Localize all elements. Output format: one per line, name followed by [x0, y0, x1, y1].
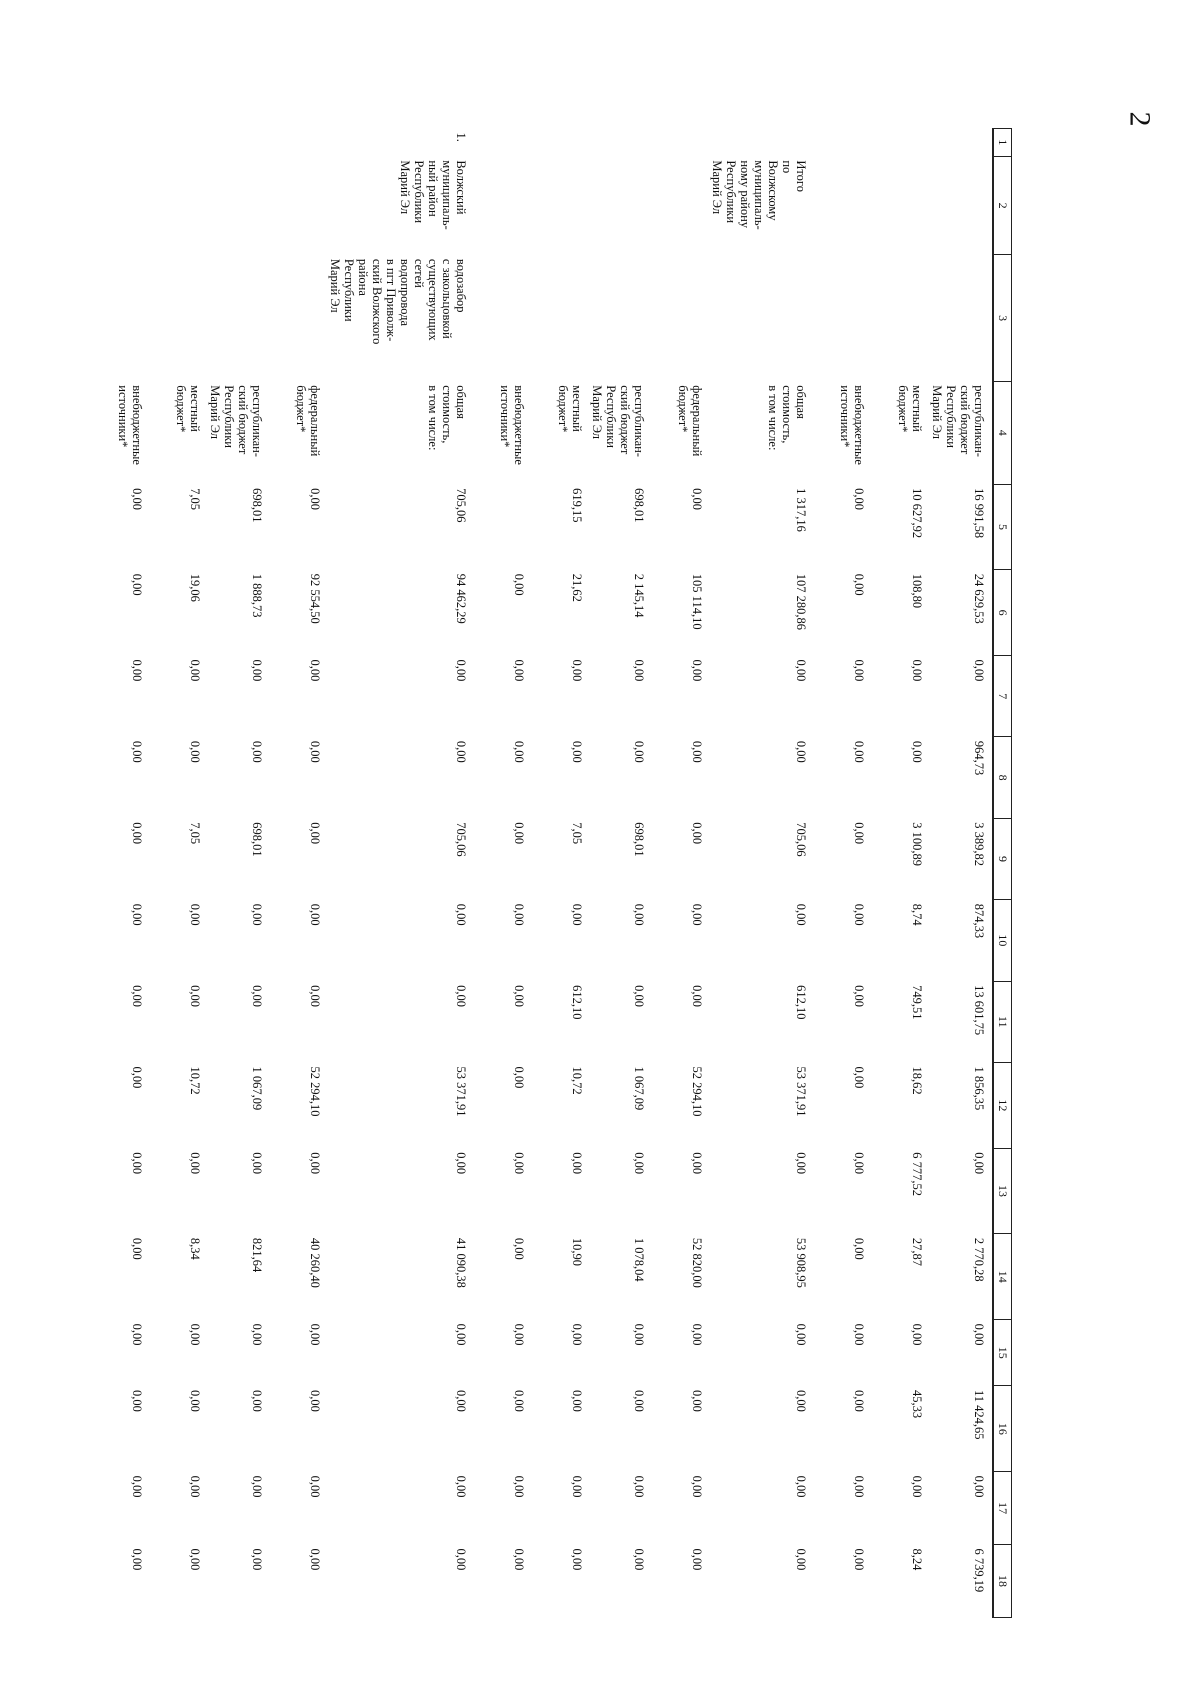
table-row — [710, 129, 814, 1618]
cell-value: 0,00 — [632, 1548, 646, 1571]
cell-value: 108,80 — [910, 573, 924, 609]
cell-value: 698,01 — [250, 488, 264, 523]
table-body — [92, 129, 993, 1618]
column-header: 1 — [993, 129, 1012, 157]
cell-c1 — [652, 129, 710, 157]
cell-c2 — [652, 156, 710, 255]
cell-value: 0,00 — [250, 1389, 264, 1412]
cell-c4: общая стоимость, в том числе: — [426, 385, 468, 451]
cell-value: 0,00 — [188, 1548, 202, 1571]
cell-value: 612,10 — [570, 985, 584, 1020]
cell-value: 0,00 — [852, 740, 866, 763]
cell-c3 — [208, 255, 270, 381]
cell-value: 0,00 — [794, 659, 808, 682]
cell-value: 52 294,10 — [690, 1066, 704, 1117]
cell-c1 — [814, 129, 872, 157]
cell-value: 94 462,29 — [454, 573, 468, 624]
cell-value: 0,00 — [632, 1323, 646, 1346]
cell-c4: внебюджетные источники* — [838, 385, 866, 465]
column-header: 18 — [993, 1545, 1012, 1618]
cell-value: 0,00 — [454, 1389, 468, 1412]
cell-value: 11 424,65 — [972, 1389, 986, 1440]
cell-value: 7,05 — [188, 822, 202, 845]
cell-value: 0,00 — [250, 1475, 264, 1498]
cell-c1 — [930, 129, 993, 157]
cell-value: 1 856,35 — [972, 1066, 986, 1111]
cell-value: 0,00 — [852, 1323, 866, 1346]
cell-c1 — [590, 129, 652, 157]
cell-value: 53 371,91 — [794, 1066, 808, 1117]
cell-value: 7,05 — [570, 822, 584, 845]
cell-value: 0,00 — [308, 1152, 322, 1175]
cell-value: 0,00 — [690, 740, 704, 763]
cell-value: 0,00 — [130, 1237, 144, 1260]
cell-value: 0,00 — [512, 1152, 526, 1175]
cell-value: 2 770,28 — [972, 1237, 986, 1282]
cell-c3 — [590, 255, 652, 381]
cell-c2 — [532, 156, 590, 255]
cell-value: 0,00 — [454, 903, 468, 926]
cell-value: 0,00 — [130, 659, 144, 682]
cell-value: 6 777,52 — [910, 1152, 924, 1196]
cell-value: 0,00 — [130, 1066, 144, 1089]
cell-value: 0,00 — [632, 740, 646, 763]
cell-value: 19,06 — [188, 573, 202, 602]
cell-value: 698,01 — [632, 822, 646, 857]
cell-value: 0,00 — [852, 822, 866, 845]
cell-value: 1 078,04 — [632, 1237, 646, 1282]
cell-value: 7,05 — [188, 488, 202, 510]
cell-value: 0,00 — [130, 740, 144, 763]
column-header: 12 — [993, 1063, 1012, 1149]
table-row — [270, 129, 328, 1618]
cell-value: 0,00 — [910, 1323, 924, 1346]
cell-value: 0,00 — [632, 1475, 646, 1498]
cell-c1 — [92, 129, 150, 157]
cell-value: 0,00 — [308, 1475, 322, 1498]
cell-value: 92 554,50 — [308, 573, 322, 624]
cell-c2 — [590, 156, 652, 255]
cell-c2 — [930, 156, 993, 255]
cell-value: 0,00 — [852, 488, 866, 510]
cell-value: 0,00 — [570, 740, 584, 763]
cell-value: 0,00 — [130, 1548, 144, 1571]
cell-value: 52 294,10 — [308, 1066, 322, 1117]
cell-value: 0,00 — [690, 659, 704, 682]
cell-value: 105 114,10 — [690, 573, 704, 630]
table-row — [652, 129, 710, 1618]
cell-value: 107 280,86 — [794, 573, 808, 631]
cell-value: 0,00 — [852, 1389, 866, 1412]
table-row — [328, 129, 474, 1618]
cell-c2: Волжский муниципаль- ный район Республики Марий Эл — [398, 160, 468, 230]
cell-value: 698,01 — [250, 822, 264, 857]
column-header: 14 — [993, 1234, 1012, 1320]
cell-c3: водозабор с закольцовкой существующих сетей водопровода в пгт Приволж- ский Волжского района Республики Марий Эл — [328, 258, 468, 345]
cell-value: 0,00 — [690, 985, 704, 1007]
cell-value: 0,00 — [852, 1475, 866, 1498]
cell-value: 40 260,40 — [308, 1237, 322, 1288]
cell-value: 0,00 — [794, 903, 808, 926]
cell-c4: местный бюджет* — [896, 385, 924, 433]
cell-c3 — [150, 255, 208, 381]
cell-c3 — [930, 255, 993, 381]
cell-c4: внебюджетные источники* — [498, 385, 526, 465]
cell-value: 0,00 — [188, 740, 202, 763]
cell-c2 — [474, 156, 532, 255]
header-row — [993, 129, 1012, 1618]
cell-value: 0,00 — [308, 740, 322, 763]
cell-value: 0,00 — [690, 1323, 704, 1346]
cell-c1 — [532, 129, 590, 157]
cell-value: 749,51 — [910, 985, 924, 1020]
cell-value: 13 601,75 — [972, 985, 986, 1036]
cell-value: 0,00 — [972, 1152, 986, 1175]
column-header: 10 — [993, 900, 1012, 981]
cell-value: 0,00 — [794, 1475, 808, 1498]
cell-value: 10,90 — [570, 1237, 584, 1267]
cell-value: 0,00 — [690, 1548, 704, 1571]
cell-value: 0,00 — [308, 1548, 322, 1571]
cell-value: 0,00 — [690, 903, 704, 926]
cell-value: 0,00 — [308, 985, 322, 1007]
cell-c2 — [814, 156, 872, 255]
cell-value: 0,00 — [972, 1475, 986, 1498]
cell-value: 1 317,16 — [794, 488, 808, 532]
column-header: 16 — [993, 1386, 1012, 1472]
cell-value: 0,00 — [512, 903, 526, 926]
cell-value: 0,00 — [250, 1323, 264, 1346]
cell-value: 0,00 — [852, 985, 866, 1007]
cell-value: 0,00 — [188, 903, 202, 926]
cell-value: 0,00 — [570, 903, 584, 926]
cell-value: 0,00 — [130, 1152, 144, 1175]
column-header: 11 — [993, 981, 1012, 1062]
cell-value: 0,00 — [570, 659, 584, 682]
cell-value: 0,00 — [188, 1323, 202, 1346]
cell-value: 0,00 — [690, 822, 704, 845]
cell-value: 0,00 — [852, 1548, 866, 1571]
cell-value: 0,00 — [250, 659, 264, 682]
column-header: 6 — [993, 570, 1012, 656]
cell-value: 0,00 — [512, 1237, 526, 1260]
cell-value: 52 820,00 — [690, 1237, 704, 1288]
cell-value: 0,00 — [188, 1389, 202, 1412]
column-header: 15 — [993, 1320, 1012, 1386]
cell-value: 10 627,92 — [910, 488, 924, 539]
cell-value: 0,00 — [632, 1152, 646, 1175]
cell-value: 964,73 — [972, 740, 986, 776]
cell-c4: республикан- ский бюджет Республики Марий Эл — [930, 385, 986, 457]
cell-c1: 1. — [454, 132, 468, 142]
table-row — [474, 129, 532, 1618]
cell-value: 8,74 — [910, 903, 924, 926]
cell-c3 — [474, 255, 532, 381]
cell-value: 0,00 — [308, 1323, 322, 1346]
cell-value: 0,00 — [910, 1475, 924, 1498]
cell-c2 — [150, 156, 208, 255]
cell-value: 0,00 — [130, 822, 144, 845]
table-row — [92, 129, 150, 1618]
table-row — [930, 129, 993, 1618]
cell-value: 0,00 — [130, 488, 144, 510]
cell-value: 0,00 — [188, 1152, 202, 1175]
cell-value: 705,06 — [454, 488, 468, 523]
cell-value: 0,00 — [512, 1389, 526, 1412]
cell-value: 0,00 — [852, 1237, 866, 1260]
cell-c2 — [208, 156, 270, 255]
cell-value: 0,00 — [570, 1389, 584, 1412]
cell-value: 0,00 — [512, 659, 526, 682]
cell-value: 0,00 — [512, 1323, 526, 1346]
cell-value: 27,87 — [910, 1237, 924, 1267]
cell-value: 0,00 — [690, 1389, 704, 1412]
cell-c4: федеральный бюджет* — [676, 385, 704, 457]
cell-value: 18,62 — [910, 1066, 924, 1095]
cell-value: 0,00 — [308, 822, 322, 845]
table-row — [814, 129, 872, 1618]
cell-value: 821,64 — [250, 1237, 264, 1273]
cell-value: 41 090,38 — [454, 1237, 468, 1288]
cell-value: 10,72 — [570, 1066, 584, 1095]
cell-c4: внебюджетные источники* — [116, 385, 144, 465]
cell-value: 0,00 — [454, 1323, 468, 1346]
cell-c1 — [710, 129, 814, 157]
cell-c1 — [208, 129, 270, 157]
cell-value: 0,00 — [188, 659, 202, 682]
cell-value: 0,00 — [690, 1152, 704, 1175]
rotated-table-container — [116, 128, 1012, 1618]
cell-c3 — [710, 255, 814, 381]
cell-value: 1 888,73 — [250, 573, 264, 618]
cell-value: 0,00 — [454, 740, 468, 763]
cell-value: 0,00 — [308, 903, 322, 926]
cell-value: 0,00 — [130, 985, 144, 1007]
cell-value: 21,62 — [570, 573, 584, 602]
cell-c3 — [532, 255, 590, 381]
cell-value: 0,00 — [852, 903, 866, 926]
cell-c1 — [150, 129, 208, 157]
cell-value: 0,00 — [794, 1323, 808, 1346]
cell-value: 0,00 — [188, 1475, 202, 1498]
cell-c3 — [872, 255, 930, 381]
cell-value: 698,01 — [632, 488, 646, 523]
cell-value: 0,00 — [570, 1475, 584, 1498]
cell-value: 0,00 — [632, 985, 646, 1007]
cell-value: 0,00 — [632, 1389, 646, 1412]
cell-value: 0,00 — [570, 1152, 584, 1175]
cell-c3 — [814, 255, 872, 381]
cell-value: 8,34 — [188, 1237, 202, 1260]
cell-value: 0,00 — [130, 1323, 144, 1346]
cell-value: 0,00 — [972, 1323, 986, 1346]
cell-value: 16 991,58 — [972, 488, 986, 539]
cell-value: 2 145,14 — [632, 573, 646, 618]
column-header: 5 — [993, 484, 1012, 570]
cell-value: 0,00 — [250, 1548, 264, 1571]
cell-value: 0,00 — [250, 740, 264, 763]
cell-value: 0,00 — [852, 1066, 866, 1089]
cell-c1 — [872, 129, 930, 157]
cell-value: 8,24 — [910, 1548, 924, 1571]
column-header: 2 — [993, 156, 1012, 255]
cell-value: 53 371,91 — [454, 1066, 468, 1117]
cell-c4: республикан- ский бюджет Республики Марий Эл — [208, 385, 264, 457]
cell-value: 0,00 — [794, 1152, 808, 1175]
cell-c4: местный бюджет* — [174, 385, 202, 433]
cell-value: 0,00 — [250, 903, 264, 926]
cell-value: 0,00 — [454, 1548, 468, 1571]
cell-value: 0,00 — [250, 985, 264, 1007]
cell-value: 1 067,09 — [632, 1066, 646, 1111]
cell-value: 0,00 — [794, 1389, 808, 1412]
cell-value: 0,00 — [188, 985, 202, 1007]
cell-value: 874,33 — [972, 903, 986, 939]
column-header: 8 — [993, 737, 1012, 818]
budget-table — [92, 128, 1012, 1618]
cell-value: 0,00 — [690, 488, 704, 510]
cell-value: 3 100,89 — [910, 822, 924, 867]
cell-value: 0,00 — [130, 573, 144, 596]
cell-value: 0,00 — [972, 659, 986, 682]
cell-value: 0,00 — [250, 1152, 264, 1175]
page-number: 2 — [1123, 111, 1157, 127]
cell-value: 705,06 — [454, 822, 468, 857]
cell-c3 — [652, 255, 710, 381]
column-header: 13 — [993, 1148, 1012, 1234]
cell-c1 — [474, 129, 532, 157]
cell-c2 — [92, 156, 150, 255]
table-row — [872, 129, 930, 1618]
cell-value: 0,00 — [308, 488, 322, 510]
cell-value: 6 739,19 — [972, 1548, 986, 1593]
cell-c3 — [270, 255, 328, 381]
cell-value: 0,00 — [130, 1389, 144, 1412]
cell-value: 0,00 — [632, 659, 646, 682]
cell-value: 0,00 — [632, 903, 646, 926]
cell-value: 0,00 — [852, 659, 866, 682]
table-row — [150, 129, 208, 1618]
cell-value: 0,00 — [308, 1389, 322, 1412]
cell-value: 0,00 — [512, 740, 526, 763]
column-header: 3 — [993, 255, 1012, 381]
cell-value — [474, 484, 532, 570]
cell-value: 0,00 — [454, 659, 468, 682]
cell-value: 612,10 — [794, 985, 808, 1020]
cell-value: 0,00 — [852, 573, 866, 596]
cell-value: 10,72 — [188, 1066, 202, 1095]
column-header: 7 — [993, 655, 1012, 736]
cell-value: 3 389,82 — [972, 822, 986, 867]
cell-value: 0,00 — [794, 1548, 808, 1571]
table-row — [532, 129, 590, 1618]
cell-value: 0,00 — [130, 903, 144, 926]
cell-c4: федеральный бюджет* — [294, 385, 322, 457]
table-row — [208, 129, 270, 1618]
cell-value: 0,00 — [130, 1475, 144, 1498]
cell-value: 0,00 — [512, 985, 526, 1007]
cell-value: 0,00 — [454, 1475, 468, 1498]
column-header: 9 — [993, 818, 1012, 899]
cell-value: 0,00 — [512, 573, 526, 596]
cell-c4: республикан- ский бюджет Республики Марий Эл — [590, 385, 646, 457]
cell-value: 705,06 — [794, 822, 808, 857]
cell-value: 0,00 — [308, 659, 322, 682]
cell-value: 619,15 — [570, 488, 584, 523]
cell-value: 0,00 — [690, 1475, 704, 1498]
cell-value: 0,00 — [794, 740, 808, 763]
cell-value: 1 067,09 — [250, 1066, 264, 1111]
cell-value: 0,00 — [512, 822, 526, 845]
cell-c4: общая стоимость, в том числе: — [766, 385, 808, 451]
cell-value: 0,00 — [852, 1152, 866, 1175]
cell-c4: местный бюджет* — [556, 385, 584, 433]
cell-value: 53 908,95 — [794, 1237, 808, 1288]
cell-value: 0,00 — [512, 1066, 526, 1089]
column-header: 4 — [993, 381, 1012, 484]
cell-c2 — [872, 156, 930, 255]
cell-value: 0,00 — [910, 659, 924, 682]
cell-c2 — [270, 156, 328, 255]
cell-value: 0,00 — [512, 1548, 526, 1571]
cell-c2: Итого по Волжскому муниципаль- ному району Республики Марий Эл — [710, 160, 808, 230]
cell-value: 0,00 — [454, 985, 468, 1007]
cell-value: 0,00 — [454, 1152, 468, 1175]
column-header: 17 — [993, 1472, 1012, 1545]
cell-value: 45,33 — [910, 1389, 924, 1419]
cell-value: 0,00 — [512, 1475, 526, 1498]
cell-c1 — [270, 129, 328, 157]
table-row — [590, 129, 652, 1618]
cell-value: 0,00 — [570, 1323, 584, 1346]
cell-value: 0,00 — [910, 740, 924, 763]
cell-c3 — [92, 255, 150, 381]
cell-value: 24 629,53 — [972, 573, 986, 624]
cell-value: 0,00 — [570, 1548, 584, 1571]
